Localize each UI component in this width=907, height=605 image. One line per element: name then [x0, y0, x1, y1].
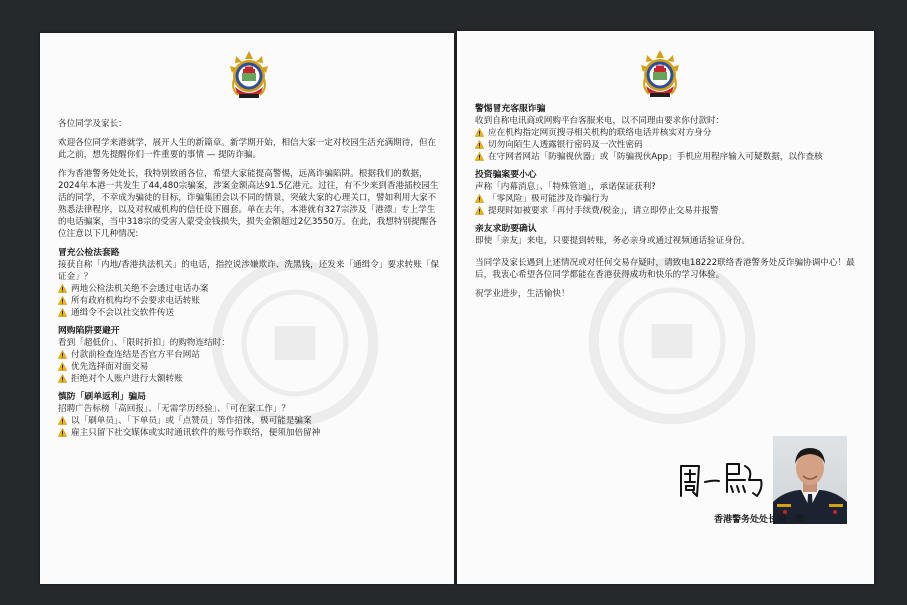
warning-icon — [58, 374, 67, 383]
section-heading: 网购陷阱要避开 — [58, 326, 120, 336]
bullet-item: 提现时如被要求「再付手续费/税金」，请立即停止交易并报警 — [475, 205, 862, 217]
warning-icon — [58, 350, 67, 359]
section-intro: 即使「亲友」来电，只要提到转账，务必亲身或通过视频通话验证身份。 — [475, 236, 751, 246]
section-fake-officials — [58, 247, 442, 319]
section-heading: 慎防「刷单返利」骗局 — [58, 392, 146, 402]
warning-icon — [58, 428, 67, 437]
commissioner-photo — [773, 436, 847, 524]
bullet-item: 优先选择面对面交易 — [58, 361, 442, 373]
section-intro: 收到自称电讯商或网购平台客服来电，以不同理由要求你付款时： — [475, 116, 725, 126]
bullet-item: 在守网者网站「防骗视伙器」或「防骗视伙App」手机应用程序输入可疑数据，以作查核 — [475, 151, 862, 163]
warning-icon — [58, 416, 67, 425]
section-intro: 声称「内幕消息」、「特殊管道」，承诺保证获利? — [475, 182, 656, 192]
statistics-paragraph: 作为香港警务处处长，我特别致函各位，希望大家能提高警惕，远离诈骗陷阱。根据我们的数据，2024年本港一共发生了44,480宗骗案，涉案金额高达91.5亿港元。过往，有不少来到香港插校园生活的同学，不幸成为骗徒的目标，诈骗集团会以不同的情景，突破大家的心理关口，譬如利用大家不熟悉法律程序，以及对权威机构的信任设下圈套。单在去年，本港就有327宗涉及「港漂」专上学生的电话骗案，当中318宗的受害人蒙受金钱损失，损失金额超过2亿3550万。在此，我想特别提醒各位注意以下几种情况: — [58, 169, 439, 239]
section-heading: 警惕冒充客服诈骗 — [475, 104, 546, 114]
warning-icon — [58, 284, 67, 293]
bullet-item: 以「刷单员」、「下单员」或「点赞员」等作招徕，极可能是骗案 — [58, 415, 442, 427]
warning-icon — [475, 128, 484, 137]
warning-icon — [58, 296, 67, 305]
section-heading: 亲友求助要确认 — [475, 224, 537, 234]
warning-icon — [475, 206, 484, 215]
signature-caption: 香港警务处处长周一鸣 — [713, 515, 804, 525]
warning-icon — [475, 140, 484, 149]
section-heading: 投资骗案要小心 — [475, 170, 537, 180]
bullet-item: 拒绝对个人账户进行大额转账 — [58, 373, 442, 385]
bullet-item: 雇主只留下社交媒体或实时通讯软件的账号作联络，便须加倍留神 — [58, 427, 442, 439]
bullet-item: 切勿向陌生人透露银行密码及一次性密码 — [475, 139, 862, 151]
hong-kong-police-emblem-icon — [637, 48, 683, 104]
handwritten-signature-icon — [675, 456, 767, 504]
bullet-item: 通缉令不会以社交软件传送 — [58, 307, 442, 319]
bullet-item: 所有政府机构均不会要求电话转账 — [58, 295, 442, 307]
warning-icon — [58, 362, 67, 371]
hong-kong-police-emblem-icon — [226, 49, 272, 105]
section-intro: 看到「超低价」、「限时折扣」的购物连结时： — [58, 338, 230, 348]
bullet-item: 两地公检法机关绝不会透过电话办案 — [58, 283, 442, 295]
letter-body-left — [58, 118, 442, 445]
warning-icon — [58, 308, 67, 317]
section-order-brushing — [58, 391, 442, 439]
wishes-line: 祝学业进步，生活愉快！ — [475, 289, 570, 299]
section-fake-customer-service — [475, 103, 862, 163]
section-intro: 招聘广告标榜「高回报」、「无需学历经验」、「可在家工作」？ — [58, 404, 291, 414]
warning-icon — [475, 194, 484, 203]
intro-paragraph: 欢迎各位同学来港就学，展开人生的新篇章。新学期开始，相信大家一定对校园生活充满期待，但在此之前，想先提醒你们一件重要的事情 — 提防诈骗。 — [58, 138, 437, 160]
section-investment-scam — [475, 169, 862, 217]
section-online-shopping — [58, 325, 442, 385]
section-intro: 接获自称「内地/香港执法机关」的电话，指控说涉嫌欺诈、洗黑钱，还发来「通缉令」要求转账「保证金」？ — [58, 260, 440, 282]
greeting: 各位同学及家长： — [58, 119, 127, 129]
section-heading: 冒充公检法套路 — [58, 248, 120, 258]
letter-page-left — [40, 33, 454, 584]
closing-paragraph: 当同学及家长遇到上述情况或对任何交易存疑时，请致电18222联络香港警务处反诈骗协调中心！最后，我衷心希望各位同学都能在香港获得成功和快乐的学习体验。 — [475, 258, 855, 280]
letter-body-right — [475, 103, 862, 307]
bullet-item: 「零风险」极可能涉及诈骗行为 — [475, 193, 862, 205]
bullet-item: 应在机构指定网页搜寻相关机构的联络电话并核实对方身分 — [475, 127, 862, 139]
letter-page-right — [457, 31, 874, 584]
bullet-item: 付款前检查连结是否官方平台网站 — [58, 349, 442, 361]
warning-icon — [475, 152, 484, 161]
section-relative-verification — [475, 223, 862, 247]
